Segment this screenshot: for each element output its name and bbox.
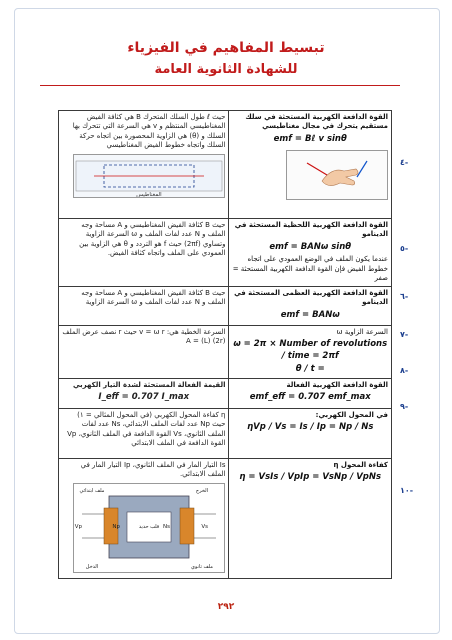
row-6-description: حيث B كثافة الفيض المغناطيسي و A مساحة وجه الملف و N عدد لفات الملف و ω السرعة الزاوية (81, 288, 226, 307)
row-10-title: كفاءة المحول η (333, 460, 388, 469)
ns-label: Ns (163, 523, 171, 530)
row-4-equation: emf = Bℓ v sinθ (273, 133, 347, 144)
row-8-left-title: القيمة الفعالة المستحثة لشدة التيار الكهربي (72, 380, 226, 389)
row-7-left (59, 326, 229, 379)
row-6-right (229, 286, 392, 325)
magnet-figure (73, 154, 225, 198)
title-separator (40, 85, 400, 86)
row-number-8: ٨- (400, 366, 409, 375)
row-9-title: في المحول الكهربي: (315, 410, 388, 419)
row-4-right (229, 111, 392, 219)
row-9-left (59, 408, 229, 458)
core-label: قلب حديد (139, 523, 160, 530)
row-4-left (59, 111, 229, 219)
row-10-left (59, 458, 229, 578)
row-10-equation: η = VsIs / VpIp = VsNp / VpNs (239, 472, 382, 483)
table-row (59, 286, 392, 325)
vs-label: Vs (201, 523, 209, 530)
row-10-description: Is التيار المار في الملف الثانوي، Ip التيار المار في الملف الابتدائي. (80, 460, 226, 479)
row-4-description: حيث ℓ طول السلك المتحرك B هي كثافة الفيض المغناطيسي المنتظم و v هي السرعة التي تتحرك بها السلك و (θ) هي الزاوية المحصورة بين اتجاه حركة السلك واتجاه خطوط الفيض المغناطيسي (72, 113, 226, 150)
formula-table (58, 110, 392, 579)
row-8-left (59, 378, 229, 408)
row-7-description: السرعة الخطية هي: v = ω r حيث r نصف عرض الملف A = (L) (2r) (62, 328, 226, 346)
magnet-label: المغناطيس (136, 191, 163, 198)
row-number-7: ٧- (400, 330, 409, 339)
row-number-4: ٤- (400, 158, 409, 167)
secondary-coil-label: ملف ثانوي (191, 563, 214, 570)
row-9-equation: ηVp / Vs = Is / Ip = Np / Ns (247, 422, 374, 433)
page-title: تبسيط المفاهيم في الفيزياء (127, 40, 325, 56)
row-number-9: ٩- (400, 402, 409, 411)
row-8-right (229, 378, 392, 408)
row-6-equation: emf = BANω (280, 309, 340, 320)
vp-label: Vp (75, 523, 83, 530)
row-number-5: ٥- (400, 244, 409, 253)
input-label: الدخل (86, 563, 99, 570)
row-5-note: عندما يكون الملف في الوضع العمودي على اتجاه خطوط الفيض فإن القوة الدافعة الكهربية المستحثة = صفر (232, 255, 388, 283)
row-7-equation-2: = θ / t (295, 364, 325, 375)
table-row (59, 408, 392, 458)
output-label: الخرج (196, 487, 209, 494)
row-4-title: القوة الدافعة الكهربية المستحثة في سلك مستقيم يتحرك في مجال مغناطيسي (245, 113, 388, 131)
row-7-title: السرعة الزاوية ω (336, 328, 388, 336)
table-row (59, 326, 392, 379)
row-10-right (229, 458, 392, 578)
primary-coil-label: ملف ابتدائي (80, 487, 105, 494)
row-7-equation: ω = 2π × Number of revolutions / time = 2πf (233, 339, 388, 361)
transformer-figure (73, 483, 225, 573)
row-number-6: ٦- (400, 292, 409, 301)
row-5-title: القوة الدافعة الكهربية اللحظية المستحثة في الدينامو (234, 221, 388, 239)
table-row (59, 378, 392, 408)
row-7-right (229, 326, 392, 379)
table-row (59, 458, 392, 578)
row-6-title: القوة الدافعة الكهربية العظمى المستحثة في الدينامو (234, 288, 388, 307)
row-5-right (229, 219, 392, 287)
page-subtitle: للشهادة الثانوية العامة (154, 62, 298, 77)
hand-rule-figure (286, 150, 388, 200)
row-9-right (229, 408, 392, 458)
row-9-description: η كفاءة المحول الكهربي (في المحول المثالي = ١) حيث Np عدد لفات الملف الابتدائي، Ns عدد لفات الملف الثانوي، Vs القوة الدافعة في الملف الثانوي، Vp القوة الدافعة في الملف الابتدائي (67, 410, 226, 448)
row-8-left-equation: I_eff = 0.707 I_max (98, 392, 190, 403)
page-number: ٢٩٢ (217, 602, 235, 612)
row-6-left (59, 286, 229, 325)
row-8-title: القوة الدافعة الكهربية الفعالة (286, 380, 388, 389)
np-label: Np (112, 523, 121, 530)
table-row (59, 111, 392, 219)
table-row (59, 219, 392, 287)
row-5-description: حيث B كثافة الفيض المغناطيسي و A مساحة وجه الملف و N عدد لفات الملف و ω السرعة الزاوية وتساوي (2πf) حيث f هو التردد و θ هي الزاوية بين العمودي على الملف واتجاه كثافة الفيض. (79, 221, 226, 258)
row-number-10: ١٠- (400, 486, 414, 495)
row-5-equation: emf = BANω sinθ (269, 241, 352, 252)
row-5-left (59, 219, 229, 287)
row-8-equation: emf_eff = 0.707 emf_max (249, 392, 371, 403)
secondary-coil (180, 508, 194, 544)
